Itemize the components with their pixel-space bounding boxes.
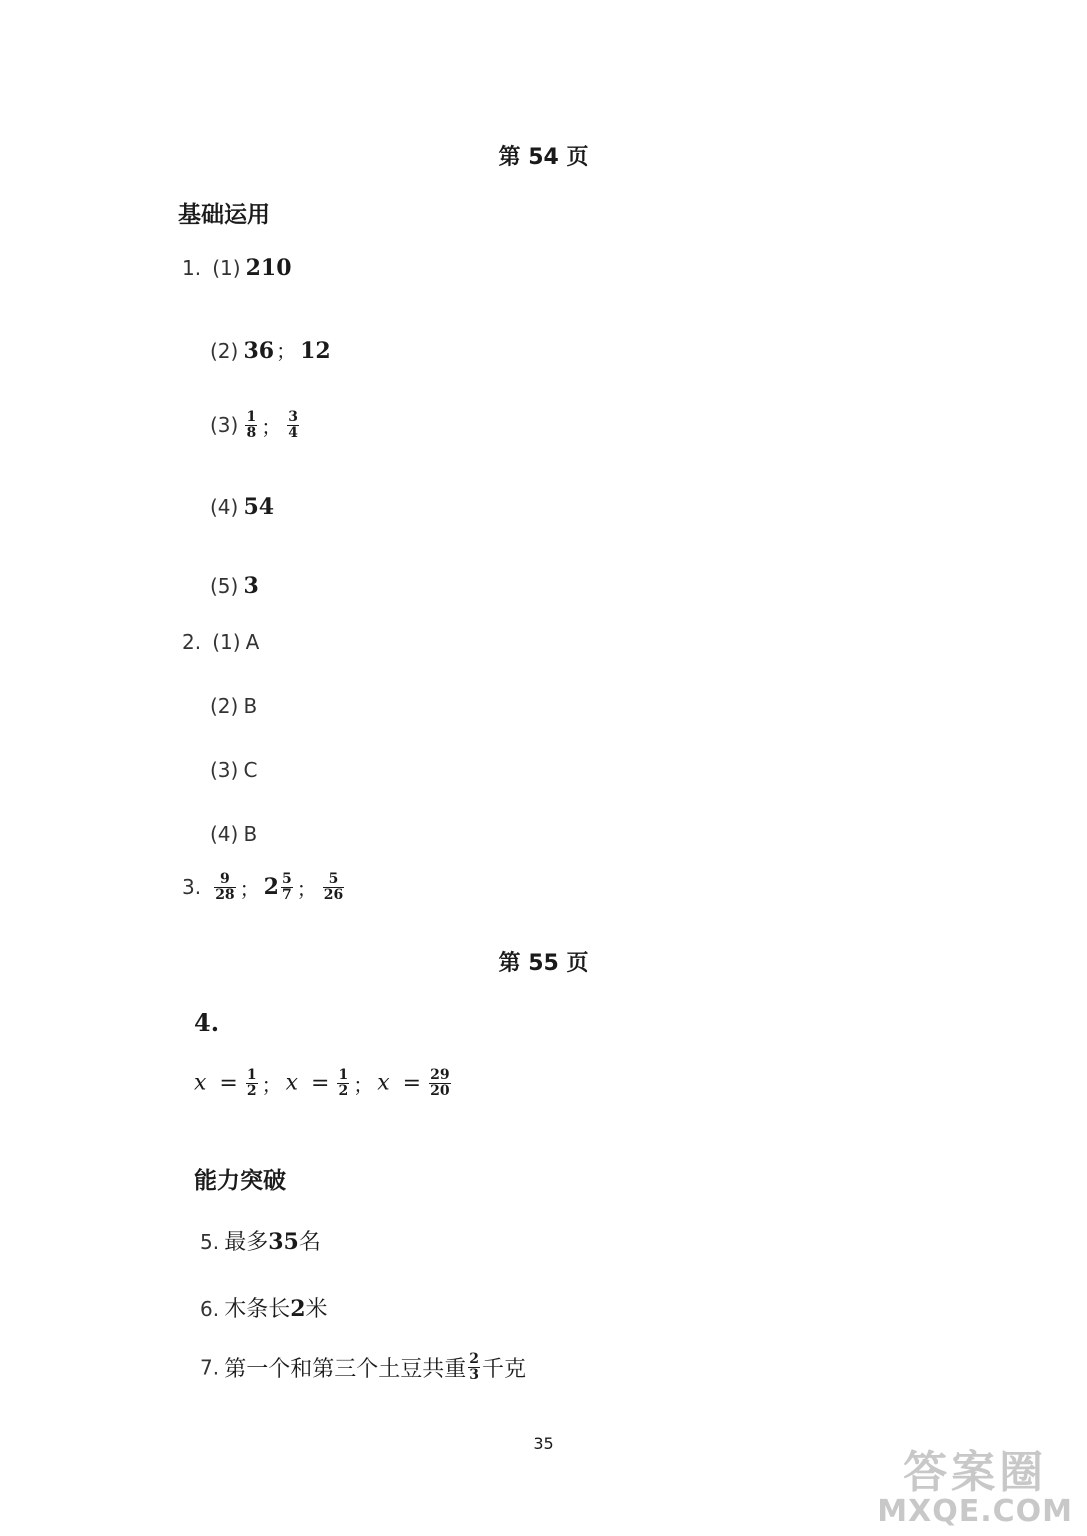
q7-prefix: 第一个和第三个土豆共重 bbox=[224, 1357, 467, 1382]
q4-number: 4. bbox=[194, 1008, 220, 1037]
q1-3-fraction-1 bbox=[245, 410, 257, 440]
q4-eq-1: = bbox=[219, 1070, 238, 1096]
q2-2-label: (2) bbox=[210, 694, 239, 718]
q4-fraction-3 bbox=[429, 1068, 450, 1098]
q1-3-f1-denominator: 8 bbox=[246, 424, 257, 441]
q4-f2-numerator: 1 bbox=[338, 1067, 349, 1083]
q4-separator-1: ； bbox=[261, 1072, 282, 1097]
q4-var-3: x bbox=[377, 1070, 390, 1096]
q7-denominator: 3 bbox=[469, 1367, 479, 1383]
q5-prefix: 最多 bbox=[224, 1230, 269, 1255]
q1-5-label: (5) bbox=[210, 574, 239, 598]
q1-4-answer: 54 bbox=[243, 494, 275, 520]
q3-f1-denominator: 28 bbox=[215, 886, 235, 903]
q1-part-4 bbox=[210, 494, 274, 520]
q1-1-answer: 210 bbox=[245, 255, 292, 281]
q7-number: 7. bbox=[200, 1355, 220, 1380]
q1-3-label: (3) bbox=[210, 413, 239, 438]
q2-1-label: (1) bbox=[212, 630, 241, 654]
q6-suffix: 米 bbox=[305, 1297, 328, 1322]
q4-equations bbox=[194, 1068, 453, 1098]
watermark-logo bbox=[877, 1447, 1073, 1529]
q4-var-1: x bbox=[194, 1070, 207, 1096]
q6-answer bbox=[200, 1292, 328, 1323]
q4-separator-2: ； bbox=[353, 1072, 374, 1097]
q3-separator-2: ； bbox=[296, 876, 317, 901]
page-heading-54: 第 54 页 bbox=[498, 145, 589, 170]
q1-part-2 bbox=[210, 335, 331, 364]
q7-answer bbox=[200, 1352, 526, 1383]
q3-f2-denominator: 7 bbox=[281, 886, 292, 903]
section-heading-basic: 基础运用 bbox=[178, 202, 270, 228]
q1-3-fraction-2 bbox=[287, 410, 299, 440]
q6-value: 2 bbox=[290, 1296, 306, 1322]
q1-4-label: (4) bbox=[210, 495, 239, 519]
q1-2-label: (2) bbox=[210, 339, 239, 363]
q3-fraction-3 bbox=[323, 872, 344, 902]
q4-f2-denominator: 2 bbox=[338, 1082, 349, 1099]
q1-1-label: (1) bbox=[212, 256, 241, 280]
q2-3-answer: C bbox=[243, 758, 258, 782]
q7-fraction bbox=[468, 1352, 480, 1382]
q2-part-3 bbox=[210, 758, 257, 782]
q1-3-separator: ； bbox=[261, 414, 282, 439]
q4-f3-numerator: 29 bbox=[430, 1067, 450, 1083]
q4-eq-3: = bbox=[402, 1070, 422, 1096]
q4-var-2: x bbox=[285, 1070, 299, 1096]
q1-2-separator: ； bbox=[276, 339, 297, 363]
q3-f3-denominator: 26 bbox=[323, 886, 344, 903]
q1-3-f2-numerator: 3 bbox=[288, 409, 298, 425]
q3-number: 3. bbox=[182, 875, 202, 900]
q3-separator-1: ； bbox=[239, 876, 260, 901]
q1-part-1 bbox=[182, 255, 292, 281]
q7-suffix: 千克 bbox=[481, 1357, 526, 1382]
q5-number: 5. bbox=[200, 1230, 220, 1254]
q3-mixed-whole: 2 bbox=[263, 874, 279, 901]
q5-suffix: 名 bbox=[298, 1230, 321, 1255]
q4-f1-numerator: 1 bbox=[246, 1067, 257, 1083]
q5-answer bbox=[200, 1225, 321, 1256]
q1-3-f1-numerator: 1 bbox=[246, 409, 257, 425]
section-heading-advanced: 能力突破 bbox=[194, 1168, 286, 1194]
q3-fraction-1 bbox=[214, 872, 235, 902]
q1-3-f2-denominator: 4 bbox=[288, 424, 298, 441]
q2-3-label: (3) bbox=[210, 758, 239, 782]
q2-4-answer: B bbox=[243, 822, 258, 846]
q4-eq-2: = bbox=[311, 1070, 330, 1096]
q2-part-2 bbox=[210, 694, 257, 718]
q5-value: 35 bbox=[268, 1229, 299, 1255]
q3-f3-numerator: 5 bbox=[323, 872, 344, 888]
q3-answer bbox=[182, 872, 346, 902]
q3-f2-numerator: 5 bbox=[281, 871, 292, 887]
q1-5-answer: 3 bbox=[243, 573, 259, 599]
q4-fraction-2 bbox=[337, 1068, 349, 1098]
q2-part-4 bbox=[210, 822, 257, 846]
watermark-line-1: 答案圈 bbox=[903, 1447, 1048, 1498]
q2-1-answer: A bbox=[245, 630, 260, 654]
q4-f3-denominator: 20 bbox=[430, 1082, 450, 1099]
q4-f1-denominator: 2 bbox=[246, 1082, 257, 1099]
q2-4-label: (4) bbox=[210, 822, 239, 846]
q2-number: 2. bbox=[182, 630, 202, 654]
q1-part-3 bbox=[210, 410, 301, 440]
q4-fraction-1 bbox=[246, 1068, 258, 1098]
q2-2-answer: B bbox=[243, 694, 258, 718]
q1-2-answer-b: 12 bbox=[300, 338, 331, 364]
q3-f1-numerator: 9 bbox=[214, 872, 235, 888]
q1-2-answer-a: 36 bbox=[243, 338, 275, 364]
q6-prefix: 木条长 bbox=[224, 1297, 291, 1322]
q7-numerator: 2 bbox=[469, 1351, 479, 1368]
q1-part-5 bbox=[210, 573, 259, 599]
q2-part-1 bbox=[182, 630, 259, 654]
page-number: 35 bbox=[533, 1434, 554, 1453]
q6-number: 6. bbox=[200, 1297, 220, 1321]
page-heading-55: 第 55 页 bbox=[498, 951, 589, 976]
watermark-line-2: MXQE.COM bbox=[877, 1494, 1073, 1529]
q1-number: 1. bbox=[182, 256, 202, 280]
q3-fraction-2 bbox=[281, 872, 293, 902]
